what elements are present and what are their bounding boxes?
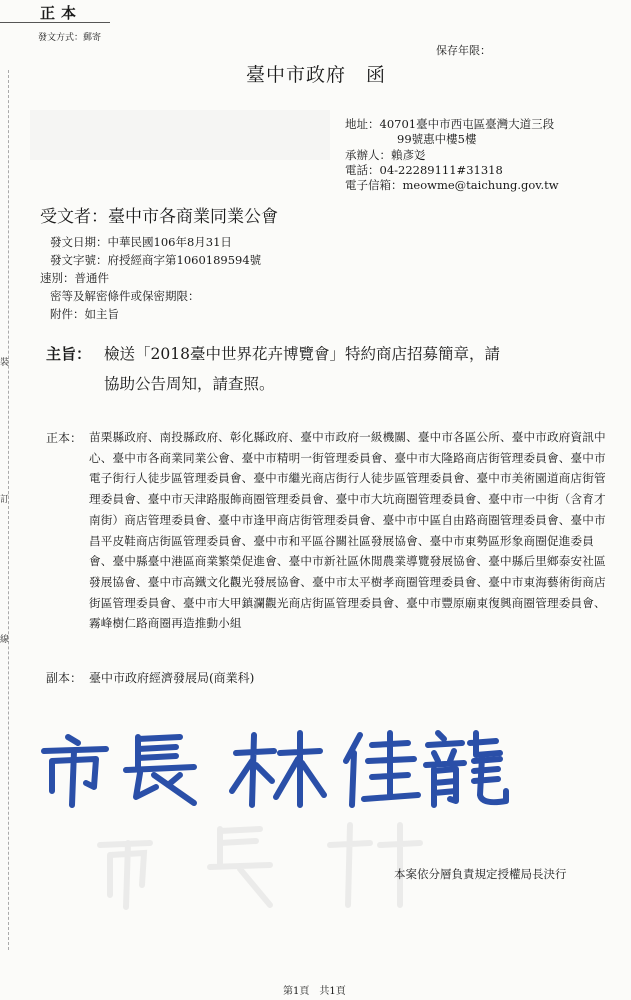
contact-address-line2: 99號惠中樓5樓 [397, 132, 477, 146]
subject-label: 主旨： [46, 345, 92, 363]
document-title: 臺中市政府 函 [246, 64, 387, 86]
recipient: 受文者：臺中市各商業同業公會 [40, 207, 278, 227]
delivery-speed: 速別：普通件 [40, 271, 109, 285]
binding-mark-zhuang: 裝 [0, 358, 10, 368]
distribution-list: 苗栗縣政府、南投縣政府、彰化縣政府、臺中市政府一級機關、臺中市各區公所、臺中市政府資訊中心、臺中市各商業同業公會、臺中市精明一街管理委員會、臺中市大隆路商店街管理委員會、臺中市電子街行人徒步區管理委員會、臺中市繼光商店街行人徒步區管理委員會、臺中市美術園道商店街管理委員會、臺中市天津路服飾商圈管理委員會、臺中市大坑商圈管理委員會、臺中市一中街（含育才南街）商店管理委員會、臺中市逢甲商店街管理委員會、臺中市中區自由路商圈管理委員會、臺中市昌平皮鞋商店街區管理委員會、臺中市和平區谷關社區發展協會、臺中市東勢區形象商圈促進委員會、臺中縣臺中港區商業繁榮促進會、臺中市新社區休閒農業導覽發展協會、臺中縣后里鄉泰安社區發展協會、臺中市高鐵文化觀光發展協會、臺中市太平樹孝商圈管理委員會、臺中市東海藝術街商店街區管理委員會、臺中市大甲鎮瀾觀光商店街區管理委員會、臺中市豐原廟東復興商圈管理委員會、霧峰樹仁路商圈再造推動小組 [89, 430, 606, 631]
contact-address: 地址：40701臺中市西屯區臺灣大道三段 [345, 117, 555, 131]
cc-recipient: 臺中市政府經濟發展局(商業科) [89, 671, 255, 685]
contact-phone: 電話：04-22289111#31318 [345, 163, 503, 177]
cc-label: 副本： [46, 671, 83, 685]
retention-period: 保存年限： [436, 44, 491, 57]
contact-handler: 承辦人：賴彥彣 [345, 148, 426, 162]
secrecy-conditions: 密等及解密條件或保密期限： [50, 289, 200, 303]
send-method: 發文方式：郵寄 [38, 33, 102, 43]
binding-line [8, 70, 9, 950]
page-number: 第1頁 共1頁 [283, 986, 346, 997]
issue-date: 發文日期：中華民國106年8月31日 [50, 235, 232, 249]
binding-mark-ding: 訂 [0, 495, 10, 505]
copy-type-label: 正本 [40, 4, 83, 22]
distribution-label: 正本： [46, 431, 83, 445]
delegation-note: 本案依分層負責規定授權局長決行 [394, 867, 567, 881]
attachment-note: 附件：如主旨 [50, 307, 119, 321]
mayor-signature-stamp [30, 725, 510, 810]
scan-smudge [30, 110, 330, 160]
subject-line-1: 檢送「2018臺中世界花卉博覽會」特約商店招募簡章，請 [104, 345, 500, 363]
signature-bleed-through [70, 815, 590, 915]
binding-mark-xian: 線 [0, 635, 10, 645]
document-number: 發文字號：府授經商字第1060189594號 [50, 253, 262, 267]
contact-email: 電子信箱：meowme@taichung.gov.tw [345, 178, 559, 192]
copy-type-underline [0, 22, 110, 23]
subject-line-2: 協助公告周知，請查照。 [104, 375, 275, 393]
